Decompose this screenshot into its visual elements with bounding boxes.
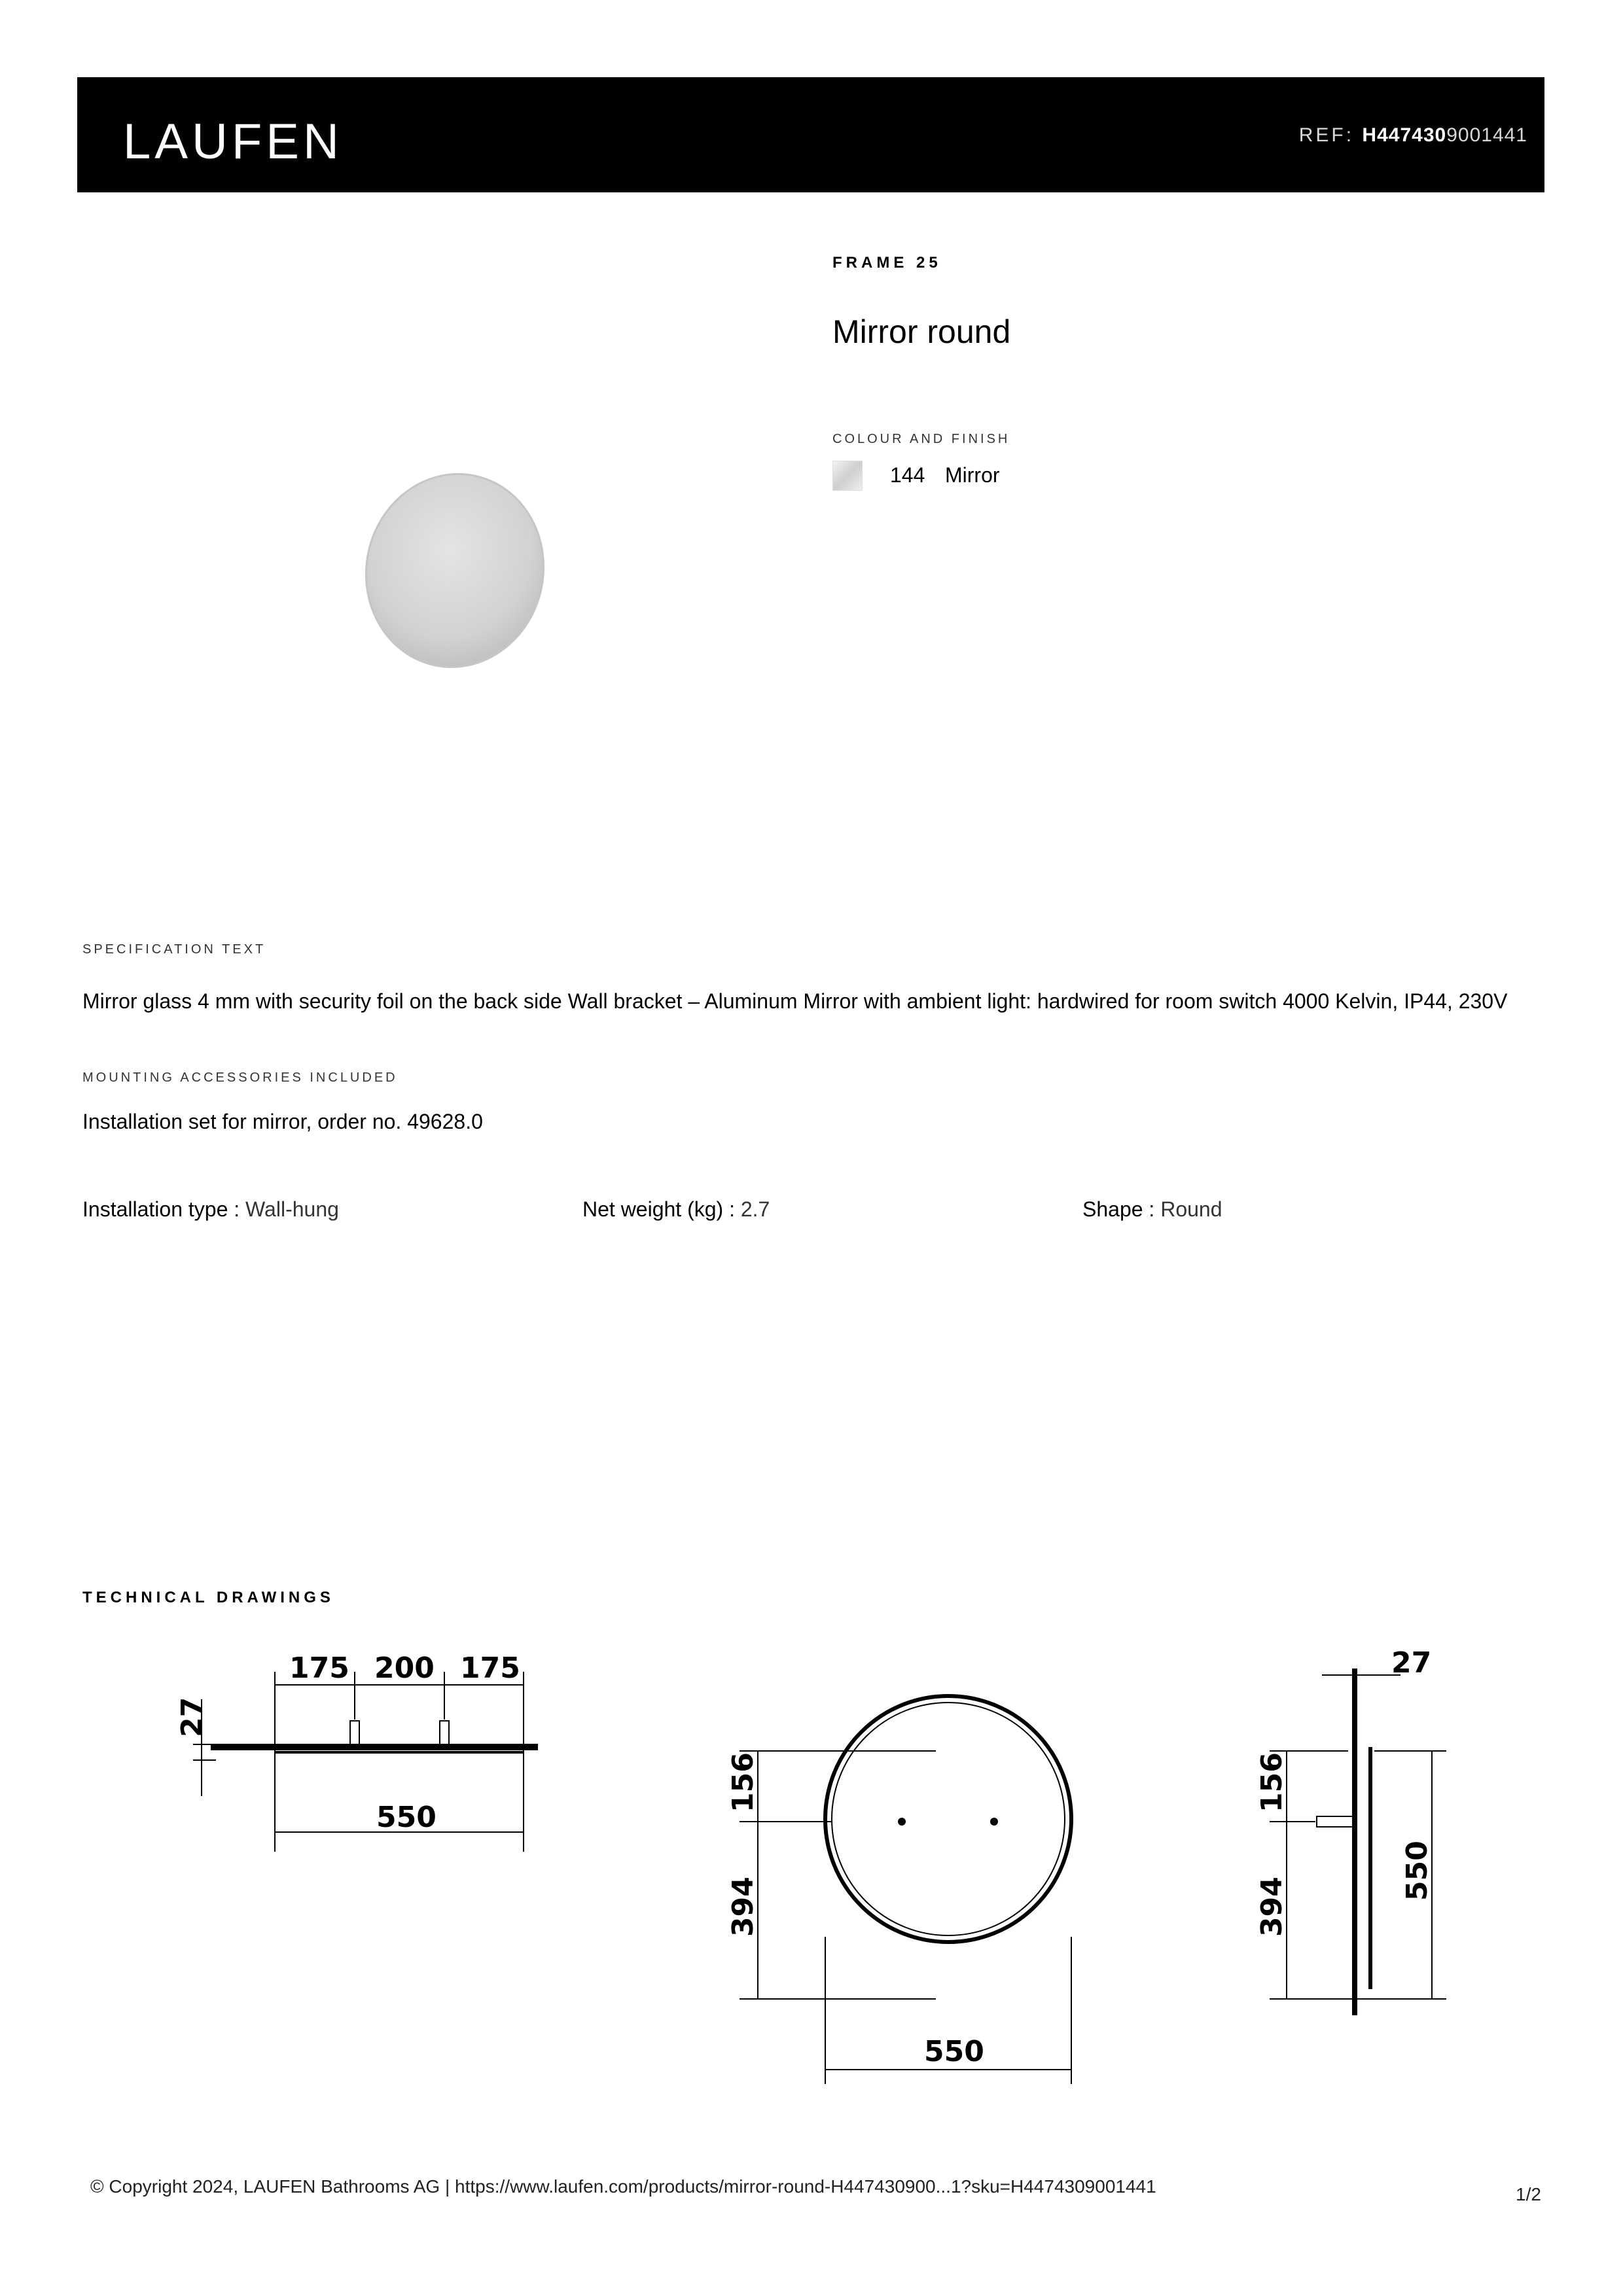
attribute-value: Wall-hung [245, 1197, 339, 1221]
page-number: 1/2 [1516, 2184, 1541, 2204]
dim-side-depth: 27 [1391, 1646, 1432, 1680]
dim-front-upper: 156 [726, 1752, 760, 1812]
attribute-shape [1082, 1197, 1222, 1222]
footer-copyright[interactable]: © Copyright 2024, LAUFEN Bathrooms AG | https://www.laufen.com/products/mirror-round-H447430900...1?sku=H4474309001441 [90, 2176, 1156, 2197]
mounting-label: MOUNTING ACCESSORIES INCLUDED [82, 1070, 398, 1085]
series-name: FRAME 25 [832, 254, 942, 272]
attribute-key: Net weight (kg) : [582, 1197, 735, 1221]
technical-drawings [164, 1636, 1538, 2094]
specification-label: SPECIFICATION TEXT [82, 942, 266, 957]
ref-bold: H447430 [1362, 124, 1447, 146]
dim-top-175-right: 175 [460, 1651, 520, 1685]
dim-side-height: 550 [1400, 1841, 1434, 1901]
front-view-drawing [726, 1696, 1071, 2084]
dim-top-width: 550 [376, 1801, 437, 1834]
attribute-value: Round [1160, 1197, 1222, 1221]
side-view-drawing [1255, 1646, 1446, 2015]
reference-number [1299, 124, 1527, 147]
ref-prefix: REF: [1298, 124, 1355, 146]
dim-front-lower: 394 [726, 1877, 760, 1937]
product-image [340, 458, 563, 680]
header-bar [77, 77, 1544, 192]
dim-top-200: 200 [374, 1651, 435, 1685]
specification-text: Mirror glass 4 mm with security foil on the back side Wall bracket – Aluminum Mirror with ambient light: hardwired for room switch 4000 Kelvin, IP44, 230V [82, 989, 1508, 1013]
dim-top-depth: 27 [175, 1697, 209, 1737]
product-title: Mirror round [832, 313, 1011, 350]
dim-front-width: 550 [924, 2035, 984, 2068]
colour-swatch[interactable] [832, 461, 863, 491]
top-view-drawing [175, 1651, 538, 1852]
mounting-text: Installation set for mirror, order no. 49628.0 [82, 1110, 483, 1133]
attribute-key: Installation type : [82, 1197, 240, 1221]
dim-side-lower: 394 [1255, 1877, 1289, 1937]
attribute-value: 2.7 [740, 1197, 770, 1221]
technical-drawings-label: TECHNICAL DRAWINGS [82, 1589, 334, 1606]
colour-code: 144 [890, 463, 925, 487]
dim-side-upper: 156 [1255, 1752, 1289, 1812]
attribute-net-weight [582, 1197, 770, 1222]
ref-rest: 9001441 [1446, 124, 1527, 146]
colour-name: Mirror [945, 463, 1000, 487]
attribute-key: Shape : [1082, 1197, 1155, 1221]
colour-label: COLOUR AND FINISH [832, 432, 1010, 446]
dim-top-175-left: 175 [289, 1651, 349, 1685]
logo-text: LAUFEN [123, 114, 339, 169]
laufen-logo[interactable] [123, 103, 339, 175]
attribute-installation-type [82, 1197, 339, 1222]
